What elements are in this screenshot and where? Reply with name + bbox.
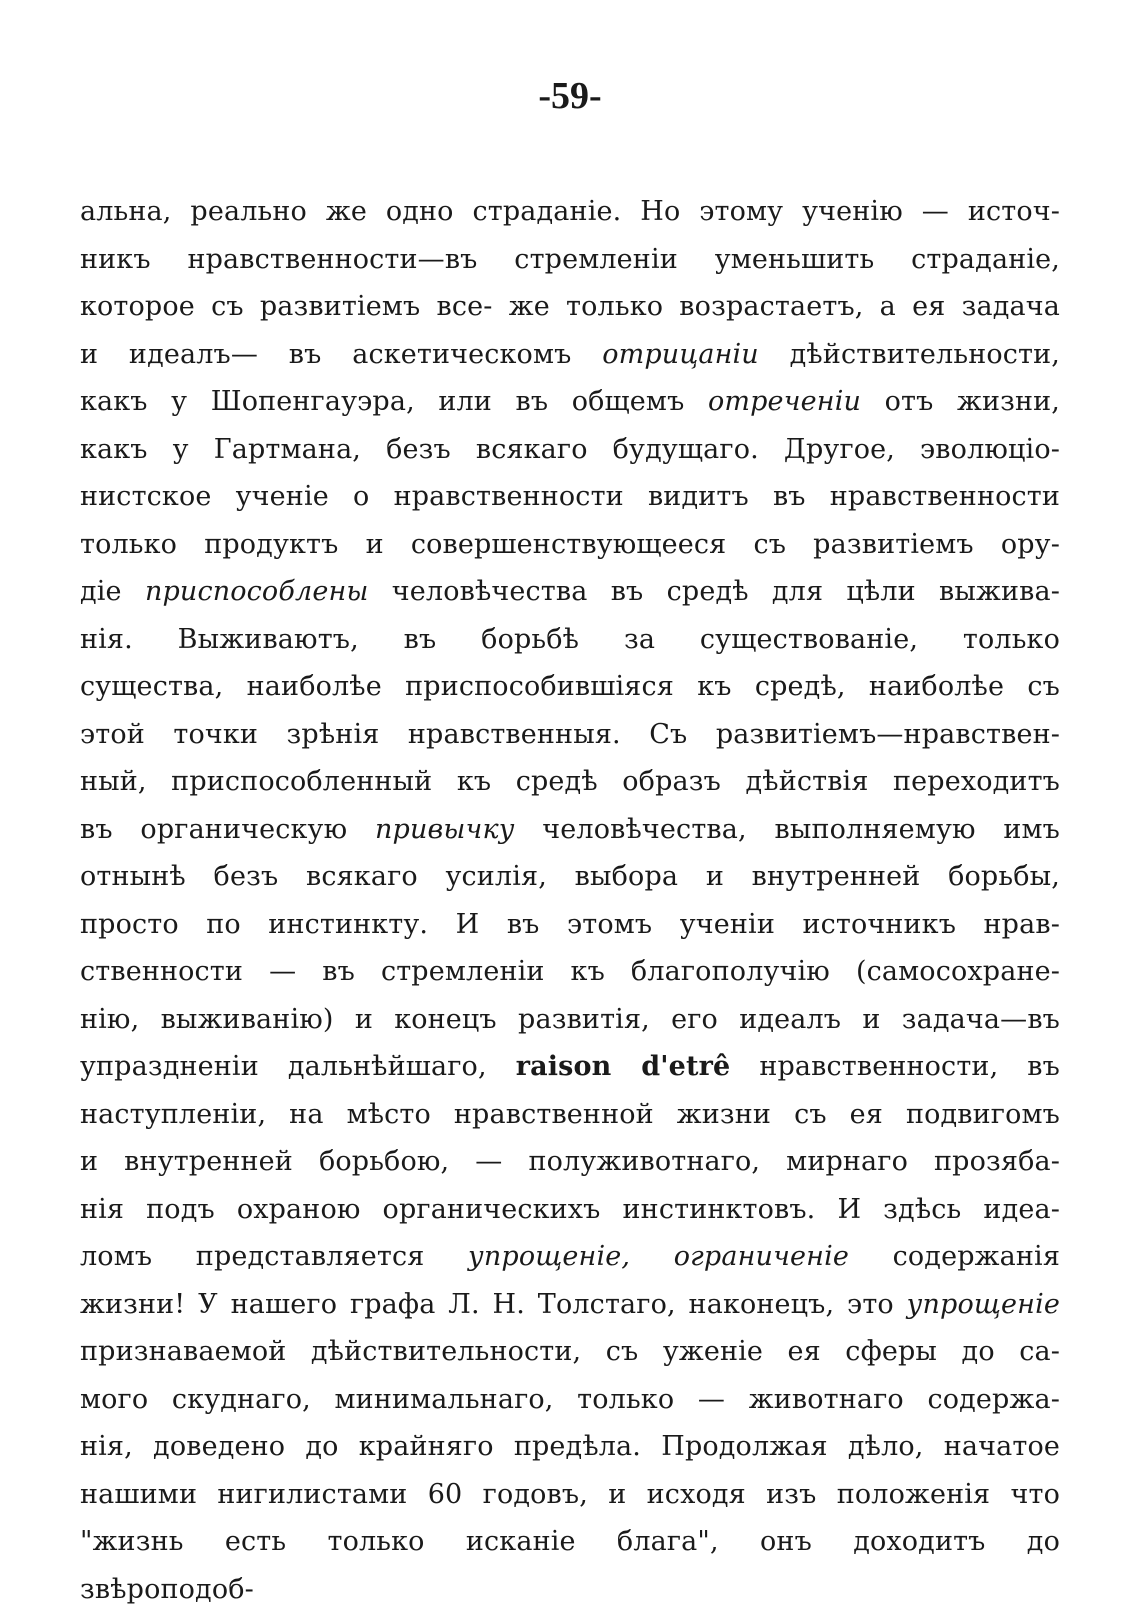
text-line (80, 996, 1060, 1044)
text-line (80, 1091, 1060, 1139)
text-span: нія, доведено до крайняго предѣла. Продолжая дѣло, начатое (80, 1431, 1060, 1462)
text-span: нія подъ охраною органическихъ инстинктовъ. И здѣсь идеа- (80, 1194, 1060, 1225)
text-span: мого скуднаго, минимальнаго, только — животнаго содержа- (80, 1384, 1060, 1415)
page-number: -59- (0, 72, 1140, 120)
text-span: которое съ развитіемъ все- же только возрастаетъ, а ея задача (80, 291, 1060, 322)
text-span: нашими нигилистами 60 годовъ, и исходя изъ положенія что (80, 1479, 1060, 1510)
text-span: нистское ученіе о нравственности видитъ въ нравственности (80, 481, 1060, 512)
text-line (80, 331, 1060, 379)
text-span: и внутренней борьбою, — полуживотнаго, мирнаго прозяба- (80, 1146, 1060, 1177)
text-span: жизни! У нашего графа Л. Н. Толстаго, наконецъ, это (80, 1289, 907, 1320)
text-span: "жизнь есть только исканіе блага", онъ доходитъ до (80, 1526, 1060, 1557)
italic-text: отреченіи (708, 386, 861, 417)
text-span: какъ у Шопенгауэра, или въ общемъ (80, 386, 708, 417)
text-line (80, 426, 1060, 474)
text-line (80, 1186, 1060, 1234)
text-line (80, 1566, 1060, 1613)
bold-text: raison d'etrê (516, 1051, 731, 1082)
text-line (80, 1328, 1060, 1376)
text-span: никъ нравственности—въ стремленіи уменьшить страданіе, (80, 244, 1060, 275)
text-line (80, 901, 1060, 949)
text-line (80, 853, 1060, 901)
text-span: какъ у Гартмана, безъ всякаго будущаго. Другое, эволюціо- (80, 434, 1060, 465)
text-line (80, 948, 1060, 996)
text-span: и идеалъ— въ аскетическомъ (80, 339, 602, 370)
text-line (80, 806, 1060, 854)
text-span: дѣйствительности, (759, 339, 1060, 370)
text-span: наступленіи, на мѣсто нравственной жизни съ ея подвигомъ (80, 1099, 1060, 1130)
text-span: ломъ представляется (80, 1241, 468, 1272)
text-span: ственности — въ стремленіи къ благополучію (самосохране- (80, 956, 1060, 987)
text-span: альна, реально же одно страданіе. Но этому ученію — источ- (80, 196, 1060, 227)
text-line (80, 663, 1060, 711)
italic-text: привычку (375, 814, 515, 845)
text-span: нравственности, въ (730, 1051, 1060, 1082)
italic-text: упрощеніе, ограниченіе (468, 1241, 849, 1272)
text-line (80, 1423, 1060, 1471)
text-span: человѣчества въ средѣ для цѣли выжива- (369, 576, 1060, 607)
text-line (80, 758, 1060, 806)
text-span: нія. Выживаютъ, въ борьбѣ за существованіе, только (80, 624, 1060, 655)
text-span: звѣроподоб- (80, 1574, 254, 1605)
text-line (80, 521, 1060, 569)
text-line (80, 1518, 1060, 1566)
text-line (80, 1233, 1060, 1281)
text-line (80, 711, 1060, 759)
italic-text: отрицаніи (602, 339, 759, 370)
text-span: отнынѣ безъ всякаго усилія, выбора и внутренней борьбы, (80, 861, 1060, 892)
text-line (80, 236, 1060, 284)
text-span: отъ жизни, (861, 386, 1060, 417)
text-line (80, 188, 1060, 236)
text-line (80, 283, 1060, 331)
text-line (80, 616, 1060, 664)
text-line (80, 378, 1060, 426)
text-span: просто по инстинкту. И въ этомъ ученіи источникъ нрав- (80, 909, 1060, 940)
text-line (80, 1138, 1060, 1186)
text-line (80, 1471, 1060, 1519)
text-span: признаваемой дѣйствительности, съ уженіе ея сферы до са- (80, 1336, 1060, 1367)
text-span: упраздненіи дальнѣйшаго, (80, 1051, 516, 1082)
text-span: нію, выживанію) и конецъ развитія, его идеалъ и задача—въ (80, 1004, 1060, 1035)
text-span: этой точки зрѣнія нравственныя. Съ развитіемъ—нравствен- (80, 719, 1060, 750)
text-line (80, 1043, 1060, 1091)
italic-text: упрощеніе (907, 1289, 1060, 1320)
text-span: существа, наиболѣе приспособившіяся къ средѣ, наиболѣе съ (80, 671, 1060, 702)
italic-text: приспособлены (145, 576, 369, 607)
text-span: діе (80, 576, 145, 607)
text-line (80, 1281, 1060, 1329)
body-text (80, 188, 1060, 1613)
text-line (80, 1376, 1060, 1424)
text-span: человѣчества, выполняемую имъ (515, 814, 1060, 845)
text-line (80, 473, 1060, 521)
text-span: содержанія (849, 1241, 1060, 1272)
text-line (80, 568, 1060, 616)
text-span: ный, приспособленный къ средѣ образъ дѣйствія переходитъ (80, 766, 1060, 797)
text-span: только продуктъ и совершенствующееся съ развитіемъ ору- (80, 529, 1060, 560)
text-span: въ органическую (80, 814, 375, 845)
